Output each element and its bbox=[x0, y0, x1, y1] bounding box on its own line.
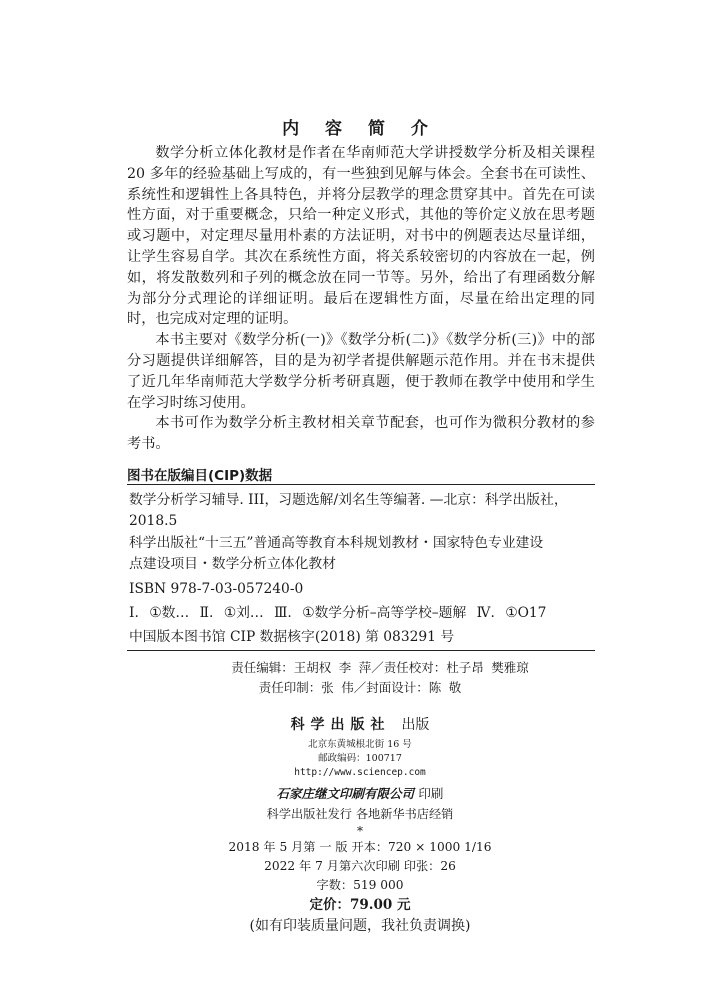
cip-isbn: ISBN 978-7-03-057240-0 bbox=[129, 580, 304, 597]
cip-block bbox=[127, 490, 595, 649]
cip-bottom-rule bbox=[127, 650, 595, 651]
price: 定价：79.00 元 bbox=[309, 897, 411, 913]
cip-heading: 图书在版编目(CIP)数据 bbox=[127, 468, 273, 484]
edition-line: 2018 年 5 月第 一 版 开本：720 × 1000 1/16 bbox=[228, 840, 492, 854]
intro-paragraph: 本书主要对《数学分析(一)》《数学分析(二)》《数学分析(三)》中的部分习题提供详细解答，目的是为初学者提供解题示范作用。并在书末提供了近几年华南师范大学数学分析考研真题，便于教师在教学中使用和学生在学习时练习使用。 bbox=[127, 332, 595, 411]
publisher-address: 北京东黄城根北街 16 号 bbox=[308, 739, 412, 750]
cip-number: 中国版本图书馆 CIP 数据核字(2018) 第 083291 号 bbox=[129, 629, 455, 646]
intro-paragraph: 数学分析立体化教材是作者在华南师范大学讲授数学分析及相关课程 20 多年的经验基础上写成的，有一些独到见解与体会。全套书在可读性、系统性和逻辑性上各具特色，并将分层教学的理念贯穿其中。首先在可读性方面，对于重要概念，只给一种定义形式，其他的等价定义放在思考题或习题中，对定理尽量用朴素的方法证明，对书中的例题表达尽量详细，让学生容易自学。其次在系统性方面，将关系较密切的内容放在一起，例如，将发散数列和子列的概念放在同一节等。另外，给出了有理函数分解为部分分式理论的详细证明。最后在逻辑性方面，尽量在给出定理的同时，也完成对定理的证明。 bbox=[127, 145, 595, 328]
intro-paragraph: 本书可作为数学分析主教材相关章节配套，也可作为微积分教材的参考书。 bbox=[127, 415, 595, 453]
printer-line bbox=[0, 783, 720, 805]
cip-title-line: 数学分析学习辅导. III，习题选解/刘名生等编著. —北京：科学出版社， bbox=[129, 492, 568, 508]
quality-note: (如有印装质量问题，我社负责调换) bbox=[249, 918, 471, 934]
cip-top-rule bbox=[127, 484, 595, 485]
cip-series-line: 科学出版社“十三五”普通高等教育本科规划教材・国家特色专业建设 bbox=[129, 534, 544, 551]
publisher-suffix: 出版 bbox=[401, 717, 430, 733]
credits-print-design: 责任印制：张 伟／封面设计：陈 敬 bbox=[258, 680, 462, 695]
publisher-line bbox=[0, 712, 720, 738]
distribution-line: 科学出版社发行 各地新华书店经销 bbox=[266, 807, 454, 821]
word-count: 字数：519 000 bbox=[316, 878, 404, 892]
printer-suffix: 印刷 bbox=[418, 786, 444, 801]
cip-series-line-cont: 点建设项目・数学分析立体化教材 bbox=[129, 556, 336, 573]
credits bbox=[0, 658, 720, 698]
credits-editors: 责任编辑：王胡权 李 萍／责任校对：杜子昂 樊雅琼 bbox=[231, 660, 529, 675]
printer-name: 石家庄继文印刷有限公司 bbox=[276, 786, 415, 801]
reprint-line: 2022 年 7 月第六次印刷 印张：26 bbox=[264, 859, 456, 873]
publisher-postcode: 邮政编码：100717 bbox=[318, 753, 402, 764]
section-title: 内 容 简 介 bbox=[282, 119, 438, 139]
publisher-name: 科学出版社 bbox=[290, 717, 391, 733]
publisher-website: http://www.sciencep.com bbox=[294, 767, 426, 778]
cip-title-line-cont: 2018.5 bbox=[129, 513, 178, 530]
separator-star: * bbox=[357, 824, 363, 838]
intro-text bbox=[127, 143, 595, 455]
colophon bbox=[0, 708, 720, 936]
cip-classification: Ⅰ. ①数… Ⅱ. ①刘… Ⅲ. ①数学分析–高等学校–题解 Ⅳ. ①O17 bbox=[129, 605, 547, 622]
